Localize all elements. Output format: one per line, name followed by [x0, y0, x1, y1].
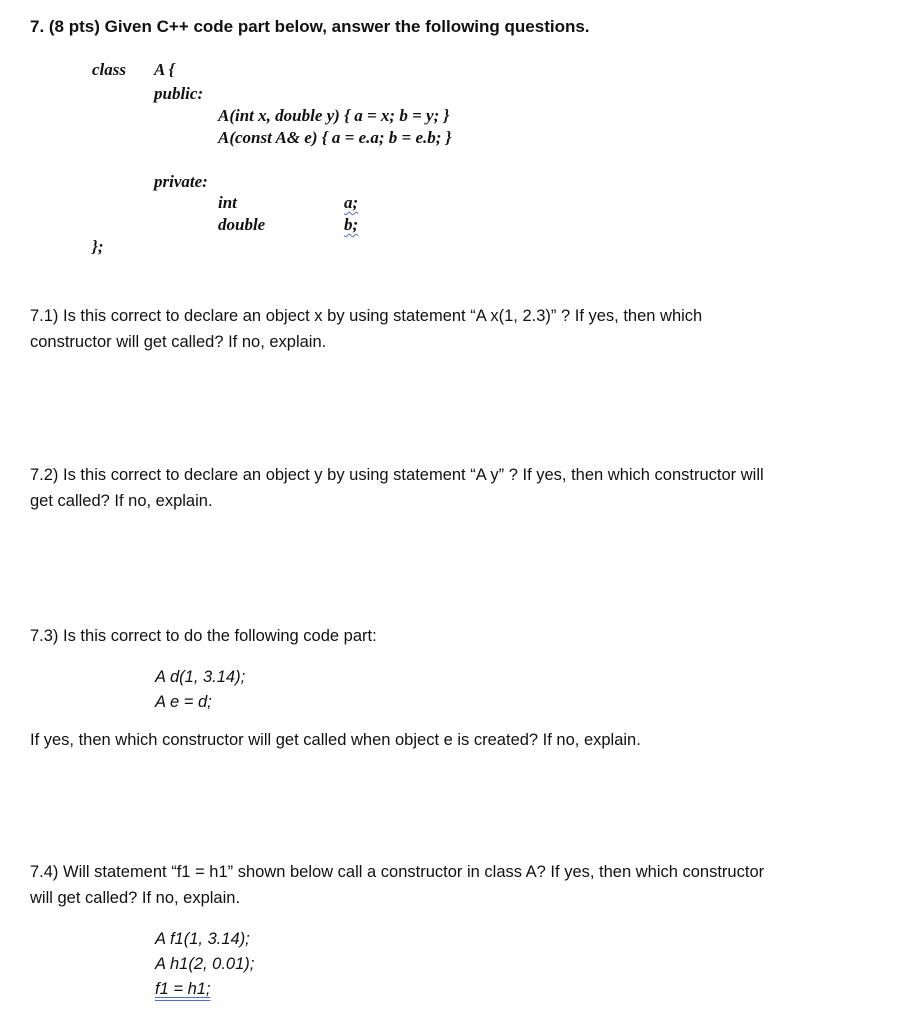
constructor-2: A(const A& e) { a = e.a; b = e.b; }	[218, 128, 452, 147]
q74-line-1: 7.4) Will statement “f1 = h1” shown below call a constructor in class A? If yes, then which constructor	[30, 863, 765, 881]
q73-code-2: A e = d;	[155, 693, 212, 711]
public-label: public:	[154, 84, 204, 103]
q73-line-1: 7.3) Is this correct to do the following code part:	[30, 627, 377, 645]
q74-code-1: A f1(1, 3.14);	[155, 930, 250, 948]
q73-line-2: If yes, then which constructor will get called when object e is created? If no, explain.	[30, 731, 641, 749]
q73-code-1: A d(1, 3.14);	[155, 668, 246, 686]
q74-code-3: f1 = h1;	[155, 980, 211, 998]
field-1-name: a;	[344, 193, 359, 212]
field-2-type: double	[218, 215, 266, 234]
class-keyword: class	[92, 60, 126, 79]
q72-line-1: 7.2) Is this correct to declare an object y by using statement “A y” ? If yes, then which constructor will	[30, 466, 764, 484]
class-close: };	[92, 237, 104, 256]
q74-code-2: A h1(2, 0.01);	[155, 955, 255, 973]
constructor-1: A(int x, double y) { a = x; b = y; }	[218, 106, 450, 125]
q74-line-2: will get called? If no, explain.	[30, 889, 241, 907]
q71-line-1: 7.1) Is this correct to declare an object x by using statement “A x(1, 2.3)” ? If yes, then which	[30, 307, 703, 325]
class-name: A {	[154, 60, 175, 79]
q71-line-2: constructor will get called? If no, explain.	[30, 333, 327, 351]
private-label: private:	[154, 172, 208, 191]
field-2-name: b;	[344, 215, 359, 234]
field-1-type: int	[218, 193, 237, 212]
question-heading: 7. (8 pts) Given C++ code part below, answer the following questions.	[30, 17, 590, 36]
q72-line-2: get called? If no, explain.	[30, 492, 213, 510]
